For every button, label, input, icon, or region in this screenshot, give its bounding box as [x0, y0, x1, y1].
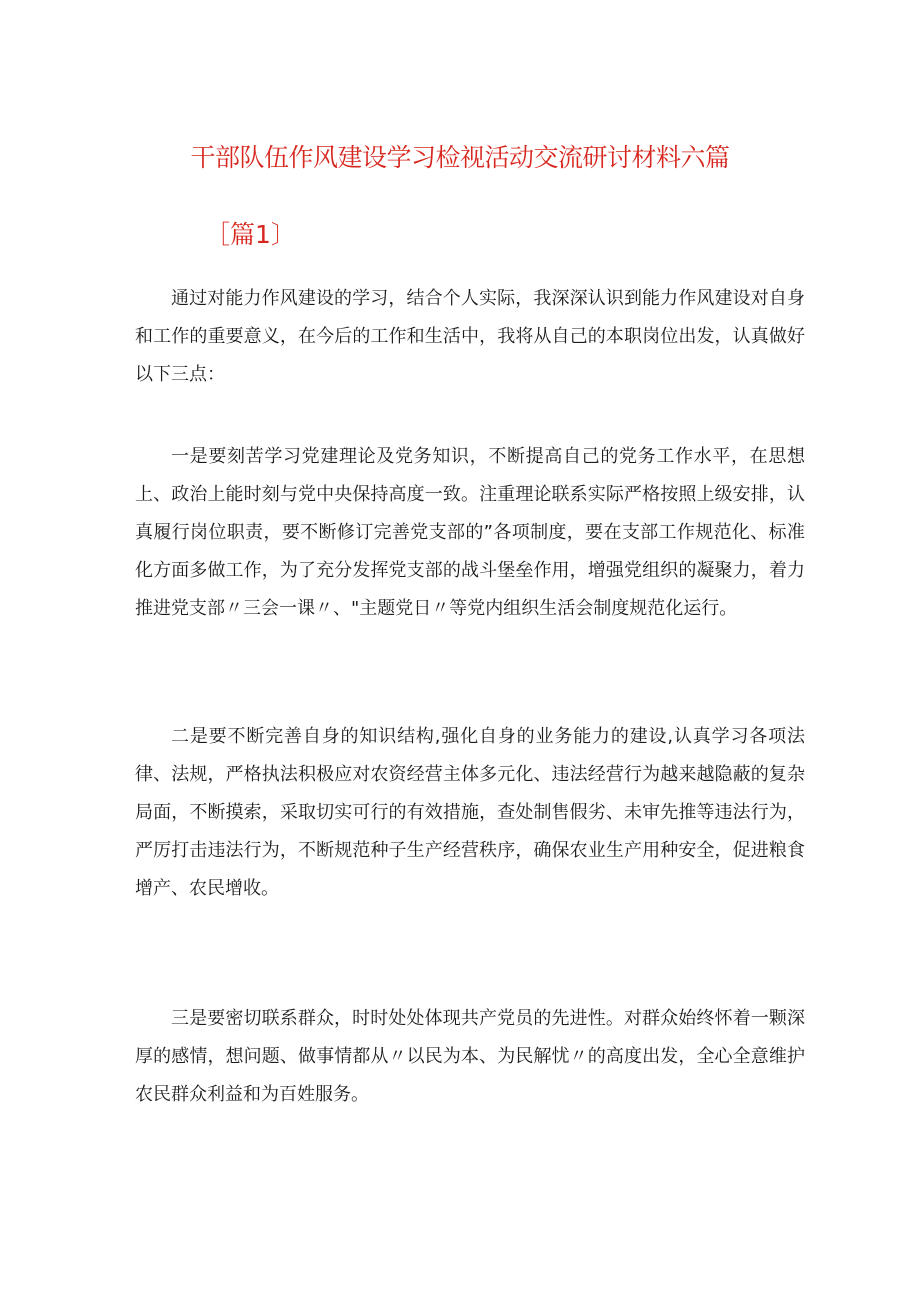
document-title: 干部队伍作风建设学习检视活动交流研讨材料六篇 [190, 143, 730, 172]
section-heading: ［篇1〕 [205, 220, 296, 249]
paragraph-point-one: 一是要刻苦学习党建理论及党务知识，不断提高自己的党务工作水平，在思想上、政治上能时刻与党中央保持高度一致。注重理论联系实际严格按照上级安排，认真履行岗位职责，要不断修订完善党支部的”各项制度，要在支部工作规范化、标准化方面多做工作，为了充分发挥党支部的战斗堡垒作用，增强党组织的凝聚力，着力推进党支部〃三会一课〃、"主题党日〃等党内组织生活会制度规范化运行。 [135, 446, 805, 619]
paragraph-point-three: 三是要密切联系群众，时时处处体现共产党员的先进性。对群众始终怀着一颗深厚的感情，想问题、做事情都从〃以民为本、为民解忧〃的高度出发，全心全意维护农民群众利益和为百姓服务。 [135, 1008, 805, 1105]
paragraph-point-two: 二是要不断完善自身的知识结构,强化自身的业务能力的建设,认真学习各项法律、法规，严格执法积极应对农资经营主体多元化、违法经营行为越来越隐蔽的复杂局面，不断摸索，采取切实可行的有效措施，查处制售假劣、未审先推等违法行为，严厉打击违法行为，不断规范种子生产经营秩序，确保农业生产用种安全，促进粮食增产、农民增收。 [135, 726, 805, 899]
paragraph-intro: 通过对能力作风建设的学习，结合个人实际，我深深认识到能力作风建设对自身和工作的重要意义，在今后的工作和生活中，我将从自己的本职岗位出发，认真做好以下三点： [135, 288, 805, 385]
